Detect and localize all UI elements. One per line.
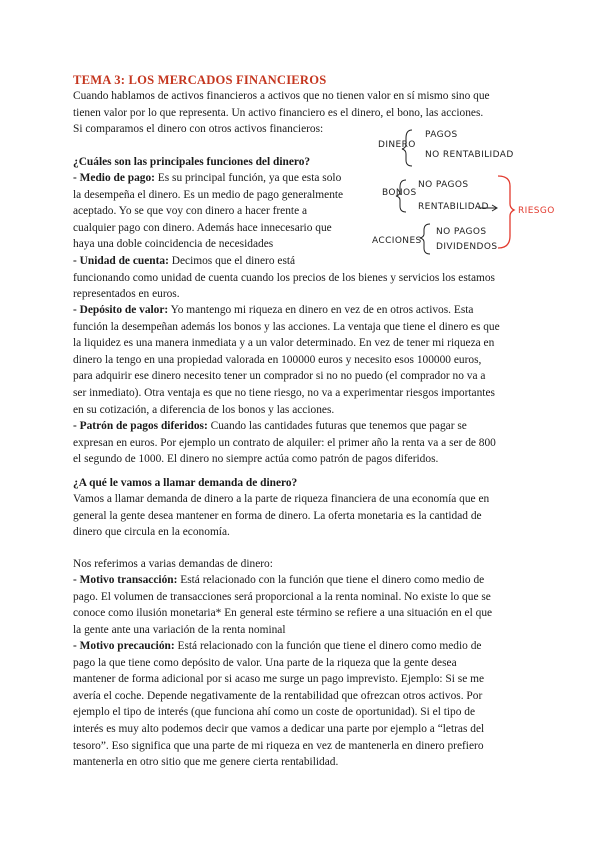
precaucion-line: pago la que tiene como depósito de valor. Una parte de la riqueza que la gente desea — [73, 656, 457, 669]
deposito-valor-line: ser inmediato). Otra ventaja es que no tiene riesgo, no va a experimentar riesgos importantes — [73, 386, 495, 399]
transaccion-line: conoce como ilusión monetaria* En general este término se refiere a una situación en el que — [73, 607, 493, 620]
sketch-dinero: DINERO — [378, 140, 416, 150]
sketch-no-rentabilidad: NO RENTABILIDAD — [425, 150, 514, 160]
intro-line: tienen valor por lo que representa. Un activo financiero es el dinero, el bono, las acciones. — [73, 106, 484, 119]
unidad-cuenta-line: representados en euros. — [73, 288, 180, 301]
question-demand-heading: ¿A qué le vamos a llamar demanda de dinero? — [73, 477, 298, 489]
medio-pago-line: haya una doble coincidencia de necesidades — [73, 238, 274, 251]
unidad-cuenta-line: funcionando como unidad de cuenta cuando los precios de los bienes y servicios los estamos — [73, 271, 495, 284]
precaucion-line: ejemplo el tipo de interés (que funciona ahí como un coste de oportunidad). Si el tipo de — [73, 706, 476, 719]
precaucion-text: Está relacionado con la función que tiene el dinero como medio de — [174, 640, 482, 652]
transaccion-paragraph — [73, 572, 527, 638]
sketch-bonos: BONOS — [382, 188, 417, 198]
unidad-cuenta-text: Decimos que el dinero está — [168, 255, 296, 267]
document-title: TEMA 3: LOS MERCADOS FINANCIEROS — [73, 73, 327, 87]
demanda-line: dinero que circula en la economía. — [73, 526, 230, 539]
transaccion-text: Está relacionado con la función que tiene el dinero como medio de — [177, 574, 485, 586]
deposito-valor-line: dinero la tengo en una propiedad valorada en 100000 euros y necesito esos 100000 euros, — [73, 353, 482, 366]
medio-pago-text: Es su principal función, ya que esta solo — [154, 172, 342, 184]
medio-pago-paragraph — [73, 170, 363, 253]
precaucion-paragraph — [73, 638, 527, 771]
demanda-line: general la gente desea mantener en forma de dinero. La oferta monetaria es la cantidad de — [73, 509, 482, 522]
patron-pagos-line: expresan en euros. Por ejemplo un contrato de alquiler: el primer año la renta va a ser de 800 — [73, 436, 496, 449]
sketch-riesgo: RIESGO — [518, 206, 555, 216]
sketch-acciones: ACCIONES — [372, 236, 422, 246]
sketch-pagos: PAGOS — [425, 130, 458, 140]
deposito-valor-line: en su cotización, a diferencia de los bonos y las acciones. — [73, 403, 335, 416]
transaccion-line: pago. El volumen de transacciones será proporcional a la renta nominal. No existe lo que se — [73, 590, 491, 603]
transaccion-line: la gente ante una variación de la renta nominal — [73, 623, 286, 636]
patron-pagos-text: Cuando las cantidades futuras que tenemos que pagar se — [207, 420, 467, 432]
patron-pagos-term: - Patrón de pagos diferidos: — [73, 420, 208, 432]
intro-line: Cuando hablamos de activos financieros a activos que no tienen valor en sí mismo sino que — [73, 90, 490, 102]
deposito-valor-line: la liquidez es una manera inmediata y a un valor determinado. En vez de tener mi riqueza en — [73, 337, 495, 350]
medio-pago-line: cualquier pago con dinero. Además hace innecesario que — [73, 221, 332, 234]
sketch-no-pagos-2: NO PAGOS — [436, 227, 487, 237]
question-functions-heading: ¿Cuáles son las principales funciones del dinero? — [73, 156, 311, 168]
precaucion-line: mantenerla en otro sitio que me genere cierta rentabilidad. — [73, 756, 339, 769]
intro-line: Si comparamos el dinero con otros activos financieros: — [73, 123, 324, 136]
deposito-valor-line: función la desempeñan además los bonos y las acciones. La ventaja que tiene el dinero es que — [73, 320, 500, 333]
precaucion-term: - Motivo precaución: — [73, 640, 175, 652]
sketch-no-pagos: NO PAGOS — [418, 180, 469, 190]
transaccion-term: - Motivo transacción: — [73, 574, 178, 586]
demanda-line: Vamos a llamar demanda de dinero a la parte de riqueza financiera de una economía que en — [73, 493, 490, 505]
sketch-dividendos: DIVIDENDOS — [436, 242, 498, 252]
red-brace — [498, 176, 514, 248]
patron-pagos-line: el segundo de 1000. El dinero no siempre actúa como patrón de pagos diferidos. — [73, 453, 439, 466]
precaucion-line: tesoro”. Eso significa que una parte de mi riqueza en vez de mantenerla en dinero prefiero — [73, 739, 484, 752]
precaucion-line: interés es muy alto podemos decir que vamos a dedicar una parte por ejemplo a “letras del — [73, 722, 485, 735]
precaucion-line: mantener de forma adicional por si acaso me surge un pago imprevisto. Ejemplo: Si se me — [73, 673, 485, 686]
motivos-intro: Nos referimos a varias demandas de dinero: — [73, 558, 273, 570]
medio-pago-line: la desempeña el dinero. Es un medio de pago generalmente — [73, 188, 344, 201]
medio-pago-term: - Medio de pago: — [73, 172, 155, 184]
sketch-rentabilidad: RENTABILIDAD — [418, 202, 489, 212]
patron-pagos-paragraph — [73, 418, 527, 468]
precaucion-line: avería el coche. Depende negativamente de la rentabilidad que ofrezcan otros activos. Por — [73, 689, 483, 702]
deposito-valor-text: Yo mantengo mi riqueza en dinero en vez de en otros activos. Esta — [168, 304, 474, 316]
medio-pago-line: aceptado. Yo se que voy con dinero a hacer frente a — [73, 205, 308, 218]
deposito-valor-paragraph — [73, 302, 527, 418]
deposito-valor-term: - Depósito de valor: — [73, 304, 169, 316]
deposito-valor-line: para adquirir ese dinero necesito tener un comprador si no no puedo (el comprador no va a — [73, 370, 486, 383]
demanda-paragraph — [73, 491, 527, 541]
unidad-cuenta-term: - Unidad de cuenta: — [73, 255, 169, 267]
